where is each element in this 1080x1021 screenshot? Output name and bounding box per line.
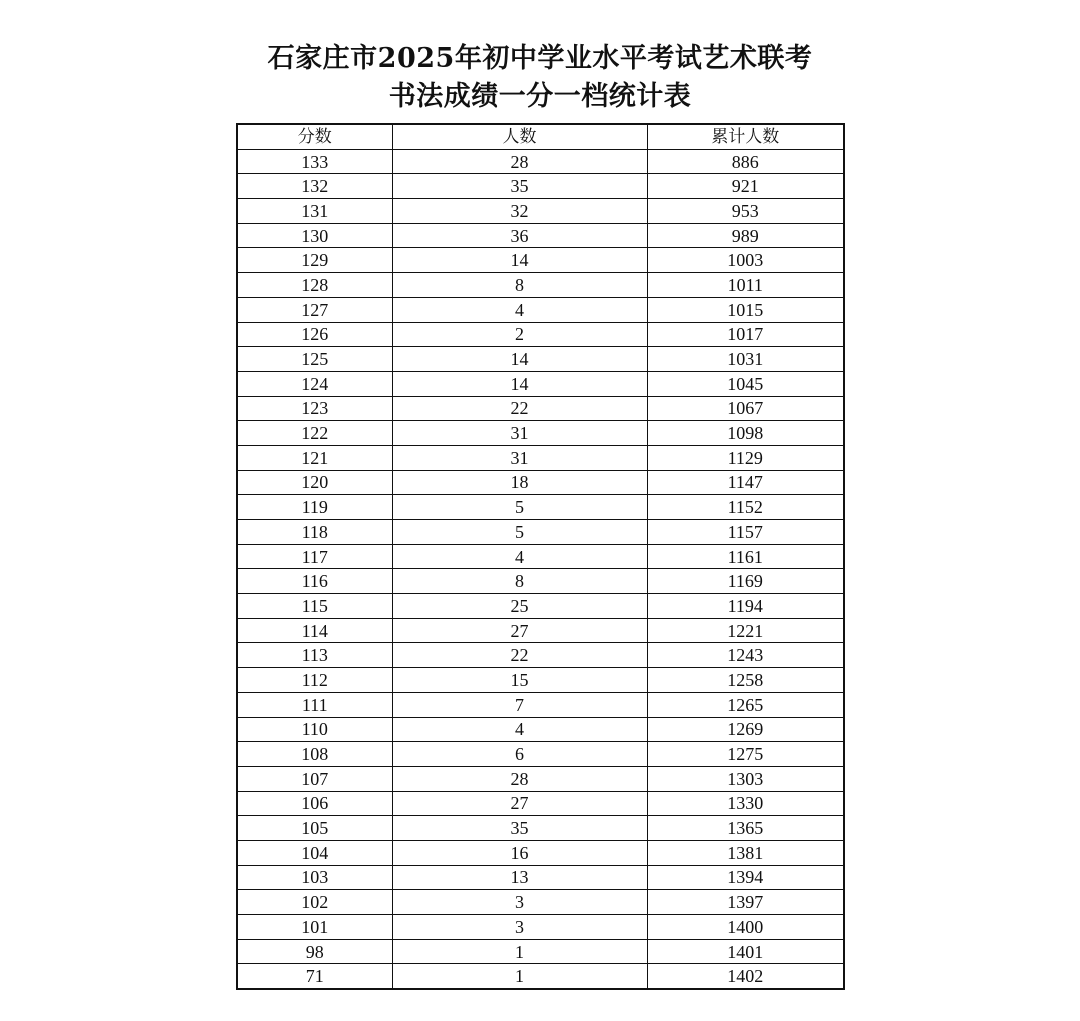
table-row xyxy=(237,890,844,915)
score-cell: 115 xyxy=(237,594,392,619)
score-cell: 125 xyxy=(237,347,392,372)
table-header-row xyxy=(237,124,844,149)
score-cell: 113 xyxy=(237,643,392,668)
count-cell: 13 xyxy=(392,865,647,890)
cumulative-cell: 1303 xyxy=(647,766,844,791)
header-count: 人数 xyxy=(392,124,647,149)
table-row xyxy=(237,544,844,569)
count-cell: 15 xyxy=(392,668,647,693)
cumulative-cell: 1258 xyxy=(647,668,844,693)
count-cell: 28 xyxy=(392,766,647,791)
count-cell: 14 xyxy=(392,248,647,273)
table-row xyxy=(237,248,844,273)
score-distribution-table xyxy=(236,123,845,990)
count-cell: 5 xyxy=(392,520,647,545)
table-row xyxy=(237,199,844,224)
count-cell: 6 xyxy=(392,742,647,767)
cumulative-cell: 1330 xyxy=(647,791,844,816)
table-row xyxy=(237,371,844,396)
table-body xyxy=(237,149,844,989)
cumulative-cell: 1401 xyxy=(647,939,844,964)
count-cell: 14 xyxy=(392,347,647,372)
cumulative-cell: 1269 xyxy=(647,717,844,742)
count-cell: 3 xyxy=(392,915,647,940)
cumulative-cell: 1194 xyxy=(647,594,844,619)
cumulative-cell: 989 xyxy=(647,223,844,248)
score-cell: 98 xyxy=(237,939,392,964)
cumulative-cell: 1152 xyxy=(647,495,844,520)
count-cell: 1 xyxy=(392,964,647,989)
cumulative-cell: 1381 xyxy=(647,840,844,865)
score-cell: 128 xyxy=(237,273,392,298)
table-row xyxy=(237,742,844,767)
document-title-line-2: 书法成绩一分一档统计表 xyxy=(388,81,692,112)
table-row xyxy=(237,174,844,199)
score-cell: 104 xyxy=(237,840,392,865)
cumulative-cell: 1365 xyxy=(647,816,844,841)
score-cell: 101 xyxy=(237,915,392,940)
header-cumulative: 累计人数 xyxy=(647,124,844,149)
table-row xyxy=(237,939,844,964)
cumulative-cell: 1003 xyxy=(647,248,844,273)
count-cell: 4 xyxy=(392,297,647,322)
score-cell: 105 xyxy=(237,816,392,841)
cumulative-cell: 953 xyxy=(647,199,844,224)
count-cell: 4 xyxy=(392,544,647,569)
score-cell: 103 xyxy=(237,865,392,890)
cumulative-cell: 1157 xyxy=(647,520,844,545)
count-cell: 31 xyxy=(392,445,647,470)
cumulative-cell: 1402 xyxy=(647,964,844,989)
score-cell: 132 xyxy=(237,174,392,199)
count-cell: 28 xyxy=(392,149,647,174)
score-cell: 124 xyxy=(237,371,392,396)
count-cell: 18 xyxy=(392,470,647,495)
count-cell: 22 xyxy=(392,396,647,421)
score-cell: 127 xyxy=(237,297,392,322)
cumulative-cell: 921 xyxy=(647,174,844,199)
cumulative-cell: 1011 xyxy=(647,273,844,298)
score-cell: 131 xyxy=(237,199,392,224)
table-row xyxy=(237,964,844,989)
table-row xyxy=(237,223,844,248)
table-row xyxy=(237,569,844,594)
count-cell: 8 xyxy=(392,273,647,298)
table-row xyxy=(237,692,844,717)
cumulative-cell: 1243 xyxy=(647,643,844,668)
score-cell: 108 xyxy=(237,742,392,767)
table-row xyxy=(237,865,844,890)
score-cell: 122 xyxy=(237,421,392,446)
count-cell: 16 xyxy=(392,840,647,865)
cumulative-cell: 1221 xyxy=(647,618,844,643)
cumulative-cell: 1275 xyxy=(647,742,844,767)
count-cell: 36 xyxy=(392,223,647,248)
cumulative-cell: 886 xyxy=(647,149,844,174)
count-cell: 35 xyxy=(392,816,647,841)
count-cell: 4 xyxy=(392,717,647,742)
table-row xyxy=(237,816,844,841)
table-row xyxy=(237,149,844,174)
count-cell: 1 xyxy=(392,939,647,964)
table-row xyxy=(237,396,844,421)
table-row xyxy=(237,347,844,372)
score-cell: 114 xyxy=(237,618,392,643)
count-cell: 2 xyxy=(392,322,647,347)
score-cell: 123 xyxy=(237,396,392,421)
table-row xyxy=(237,717,844,742)
table-row xyxy=(237,791,844,816)
cumulative-cell: 1147 xyxy=(647,470,844,495)
count-cell: 3 xyxy=(392,890,647,915)
score-cell: 102 xyxy=(237,890,392,915)
score-cell: 129 xyxy=(237,248,392,273)
table-row xyxy=(237,322,844,347)
score-cell: 71 xyxy=(237,964,392,989)
score-cell: 119 xyxy=(237,495,392,520)
count-cell: 27 xyxy=(392,618,647,643)
count-cell: 32 xyxy=(392,199,647,224)
score-cell: 111 xyxy=(237,692,392,717)
table-row xyxy=(237,668,844,693)
table-row xyxy=(237,297,844,322)
document-title-line-1: 石家庄市2025年初中学业水平考试艺术联考 xyxy=(267,43,813,74)
cumulative-cell: 1397 xyxy=(647,890,844,915)
score-cell: 110 xyxy=(237,717,392,742)
table-row xyxy=(237,445,844,470)
table-row xyxy=(237,915,844,940)
score-cell: 117 xyxy=(237,544,392,569)
table-row xyxy=(237,840,844,865)
count-cell: 5 xyxy=(392,495,647,520)
cumulative-cell: 1400 xyxy=(647,915,844,940)
cumulative-cell: 1045 xyxy=(647,371,844,396)
table-row xyxy=(237,520,844,545)
score-cell: 133 xyxy=(237,149,392,174)
cumulative-cell: 1394 xyxy=(647,865,844,890)
cumulative-cell: 1265 xyxy=(647,692,844,717)
count-cell: 25 xyxy=(392,594,647,619)
cumulative-cell: 1098 xyxy=(647,421,844,446)
score-cell: 118 xyxy=(237,520,392,545)
cumulative-cell: 1161 xyxy=(647,544,844,569)
score-cell: 121 xyxy=(237,445,392,470)
table-row xyxy=(237,470,844,495)
cumulative-cell: 1015 xyxy=(647,297,844,322)
count-cell: 31 xyxy=(392,421,647,446)
cumulative-cell: 1017 xyxy=(647,322,844,347)
cumulative-cell: 1129 xyxy=(647,445,844,470)
cumulative-cell: 1169 xyxy=(647,569,844,594)
table-row xyxy=(237,766,844,791)
count-cell: 14 xyxy=(392,371,647,396)
score-cell: 130 xyxy=(237,223,392,248)
table-row xyxy=(237,421,844,446)
cumulative-cell: 1031 xyxy=(647,347,844,372)
table-row xyxy=(237,273,844,298)
count-cell: 7 xyxy=(392,692,647,717)
cumulative-cell: 1067 xyxy=(647,396,844,421)
table-row xyxy=(237,643,844,668)
score-cell: 112 xyxy=(237,668,392,693)
count-cell: 35 xyxy=(392,174,647,199)
count-cell: 8 xyxy=(392,569,647,594)
score-cell: 116 xyxy=(237,569,392,594)
count-cell: 22 xyxy=(392,643,647,668)
table-row xyxy=(237,618,844,643)
header-score: 分数 xyxy=(237,124,392,149)
score-cell: 106 xyxy=(237,791,392,816)
score-cell: 126 xyxy=(237,322,392,347)
score-cell: 120 xyxy=(237,470,392,495)
table-row xyxy=(237,495,844,520)
table-row xyxy=(237,594,844,619)
count-cell: 27 xyxy=(392,791,647,816)
score-cell: 107 xyxy=(237,766,392,791)
